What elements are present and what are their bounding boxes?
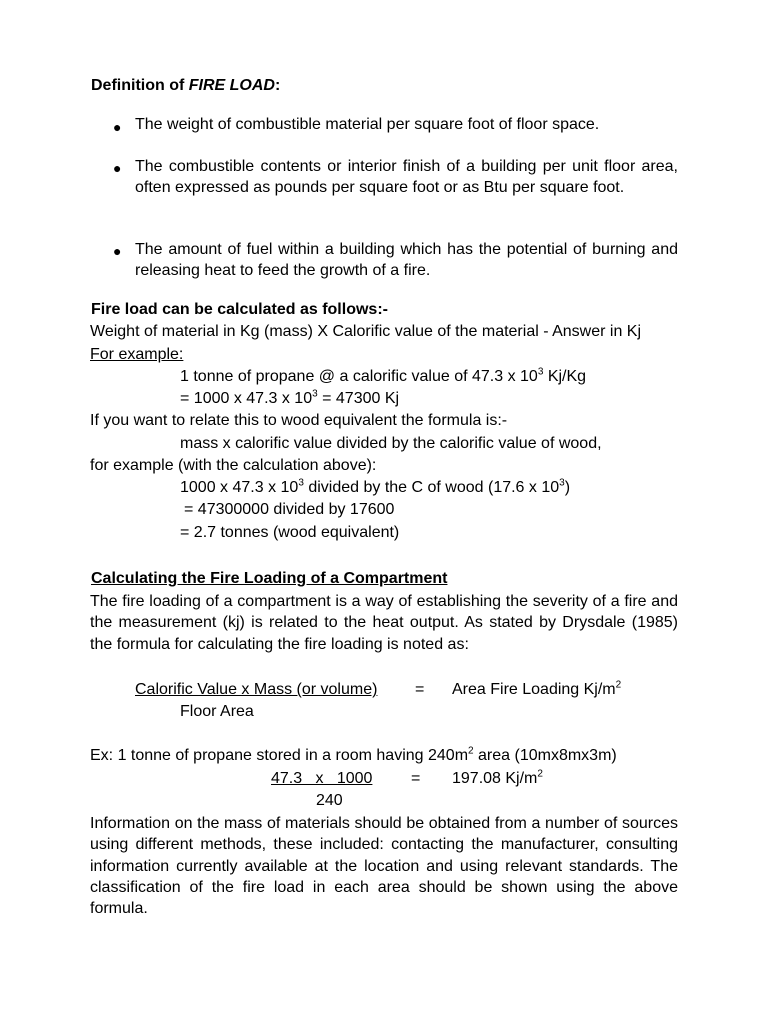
- superscript: 2: [615, 679, 622, 691]
- definition-heading: [91, 76, 280, 96]
- example-denominator: 240: [316, 792, 343, 809]
- formula-numerator: Calorific Value x Mass (or volume): [135, 681, 378, 698]
- compartment-heading: Calculating the Fire Loading of a Compartment: [91, 570, 448, 587]
- text: Ex: 1 tonne of propane stored in a room having 240m: [90, 747, 469, 764]
- text: divided by the C of wood (17.6 x 10: [303, 479, 560, 496]
- definition-term: FIRE LOAD: [188, 77, 275, 94]
- formula-denominator: Floor Area: [180, 703, 254, 720]
- example-label: For example:: [90, 346, 184, 363]
- superscript: 3: [537, 366, 544, 378]
- superscript: 3: [559, 477, 565, 489]
- text: Kj/Kg: [543, 368, 587, 385]
- text: area (10mx8mx3m): [473, 747, 617, 764]
- example-numerator: 47.3 x 1000: [271, 770, 373, 787]
- example-line-1: [180, 367, 586, 387]
- superscript: 2: [468, 745, 474, 757]
- wood-intro: If you want to relate this to wood equivalent the formula is:-: [90, 412, 508, 429]
- text: ): [564, 479, 571, 496]
- text: 197.08 Kj/m: [452, 770, 538, 787]
- compartment-paragraph: The fire loading of a compartment is a way of establishing the severity of a fire and the measurement (kj) is related to the heat output. As stated by Drysdale (1985) the formula for calculating the fire loading is noted as:: [90, 593, 678, 653]
- text: Area Fire Loading Kj/m: [452, 681, 616, 698]
- wood-formula: mass x calorific value divided by the calorific value of wood,: [180, 435, 602, 452]
- definition-prefix: Definition of: [91, 77, 189, 94]
- wood-calc-line-3: = 2.7 tonnes (wood equivalent): [180, 524, 400, 541]
- text: 1 tonne of propane @ a calorific value of 47.3 x 10: [180, 368, 538, 385]
- example-equals: =: [411, 770, 421, 787]
- wood-calc-line-1: [180, 478, 570, 498]
- text: = 1000 x 47.3 x 10: [180, 390, 313, 407]
- example-result: [452, 769, 543, 789]
- info-paragraph: Information on the mass of materials should be obtained from a number of sources using different methods, these included: contacting the manufacturer, consulting information currently available at the location and using relevant standards. The classification of the fire load in each area should be shown using the above formula.: [90, 815, 678, 918]
- bullet-dot: ●: [113, 119, 122, 135]
- bullet-text-1: The weight of combustible material per square foot of floor space.: [135, 116, 600, 133]
- bullet-dot: ●: [113, 160, 122, 176]
- bullet-text-3: The amount of fuel within a building which has the potential of burning and releasing heat to feed the growth of a fire.: [135, 241, 678, 279]
- definition-colon: :: [274, 77, 281, 94]
- for-example-line: for example (with the calculation above):: [90, 457, 377, 474]
- wood-calc-line-2: = 47300000 divided by 17600: [184, 501, 395, 518]
- formula-equals: =: [415, 681, 425, 698]
- superscript: 3: [312, 388, 318, 400]
- formula-result: [452, 680, 621, 700]
- calc-heading: Fire load can be calculated as follows:-: [91, 301, 388, 318]
- text: = 47300 Kj: [317, 390, 400, 407]
- bullet-dot: ●: [113, 243, 122, 259]
- bullet-text-2: The combustible contents or interior finish of a building per unit floor area, often expressed as pounds per square foot or as Btu per square foot.: [135, 158, 678, 196]
- superscript: 2: [537, 768, 543, 780]
- example-statement: [90, 746, 617, 766]
- superscript: 3: [298, 477, 304, 489]
- text: 1000 x 47.3 x 10: [180, 479, 299, 496]
- example-line-2: [180, 389, 399, 409]
- calc-line: Weight of material in Kg (mass) X Calorific value of the material - Answer in Kj: [90, 323, 642, 340]
